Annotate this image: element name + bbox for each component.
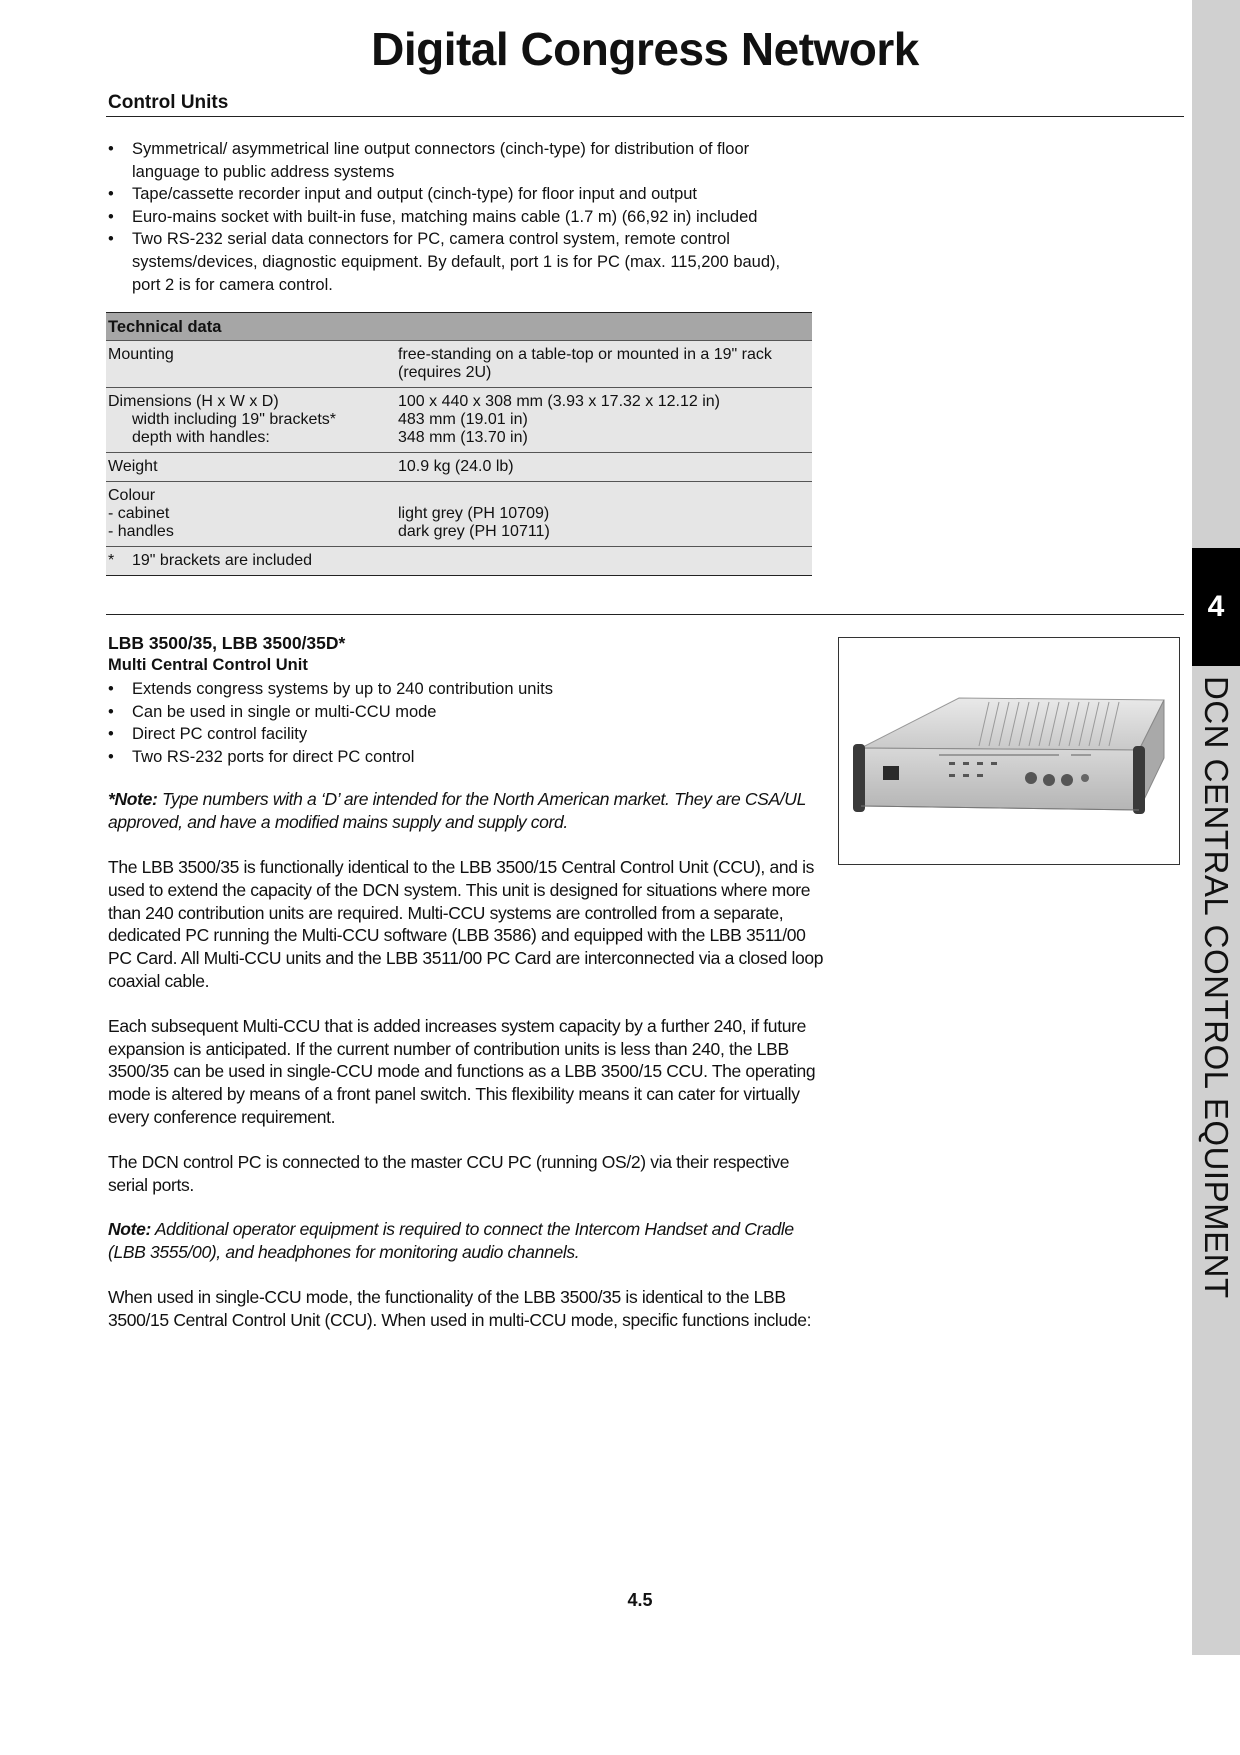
list-item: • Euro-mains socket with built-in fuse, matching mains cable (1.7 m) (66,92 in) included [108,206,808,229]
label-line: - handles [108,523,174,540]
intro-bullet-list [108,138,808,296]
na-market-note [108,788,828,834]
table-row-weight [106,453,812,482]
paragraph: The DCN control PC is connected to the master CCU PC (running OS/2) via their respective serial ports. [108,1151,790,1195]
row-value: 10.9 kg (24.0 lb) [398,458,514,475]
product-title: LBB 3500/35, LBB 3500/35D* [108,633,346,653]
value-line: 483 mm (19.01 in) [398,411,528,428]
row-label: Weight [108,458,158,475]
section-rule [106,116,1184,117]
product-bullet-list [108,678,828,768]
footnote-mark: * [108,552,115,569]
table-row-colour [106,482,812,547]
list-item: • Direct PC control facility [108,723,828,746]
technical-data-table [106,312,812,576]
page-title: Digital Congress Network [371,23,919,75]
note-text: Additional operator equipment is required to connect the Intercom Handset and Cradle (LBB 3555/00), and headphones for monitoring audio channels. [108,1219,794,1263]
row-value [398,393,810,447]
page-number: 4.5 [627,1590,653,1610]
paragraph: When used in single-CCU mode, the functionality of the LBB 3500/35 is identical to the LBB 3500/15 Central Control Unit (CCU). When used in multi-CCU mode, specific functions include: [108,1286,812,1330]
table-footnote [106,547,812,576]
label-line: - cabinet [108,505,170,522]
product-subtitle: Multi Central Control Unit [108,656,308,674]
value-line [398,487,810,505]
label-line: Dimensions (H x W x D) [108,393,279,410]
label-line: Colour [108,487,156,504]
product-rule [106,614,1184,615]
value-line: light grey (PH 10709) [398,505,550,522]
paragraph: Each subsequent Multi-CCU that is added increases system capacity by a further 240, if future expansion is anticipated. If the current number of contribution units is less than 240, the LBB 3500/35 can be used in single-CCU mode and functions as a LBB 3500/15 CCU. The operating mode is altered by means of a front panel switch. This flexibility means it can cater for virtually every conference requirement. [108,1015,816,1127]
row-value [398,346,810,382]
operator-equipment-note [108,1218,828,1264]
row-label: Mounting [108,346,174,363]
note-label: *Note: [108,789,158,810]
footnote-text: 19" brackets are included [132,552,313,569]
ccu-unit-illustration [839,638,1179,864]
list-item: • Tape/cassette recorder input and output (cinch-type) for floor input and output [108,183,808,206]
value-line: dark grey (PH 10711) [398,523,550,540]
label-line: depth with handles: [132,429,270,446]
row-label [108,487,398,541]
value-line: 100 x 440 x 308 mm (3.93 x 17.32 x 12.12 in) [398,393,720,410]
label-line: width including 19" brackets* [132,411,337,428]
value-line: (requires 2U) [398,364,492,381]
table-row-dimensions [106,388,812,453]
chapter-title-vertical: DCN CENTRAL CONTROL EQUIPMENT [1198,676,1235,1299]
product-section [108,632,828,1332]
table-heading: Technical data [106,312,812,341]
paragraph: The LBB 3500/35 is functionally identical to the LBB 3500/15 Central Control Unit (CCU), and is used to extend the capacity of the DCN system. This unit is designed for situations where more than 240 contribution units are required. Multi-CCU systems are controlled from a separate, dedicated PC running the Multi-CCU software (LBB 3586) and equipped with the LBB 3511/00 PC Card. All Multi-CCU units and the LBB 3511/00 PC Card are interconnected via a closed loop coaxial cable. [108,856,824,991]
table-row-mounting [106,341,812,388]
note-text: Type numbers with a ‘D’ are intended for the North American market. They are CSA/UL approved, and have a modified mains supply and supply cord. [108,789,806,833]
note-label: Note: [108,1219,151,1240]
value-line: 348 mm (13.70 in) [398,429,528,446]
list-item: • Extends congress systems by up to 240 contribution units [108,678,828,701]
row-label [108,393,398,447]
row-value [398,487,810,541]
list-item: • Can be used in single or multi-CCU mode [108,701,828,724]
value-line: free-standing on a table-top or mounted in a 19" rack [398,346,772,363]
chapter-tab: 4 [1192,548,1240,666]
list-item: • Two RS-232 serial data connectors for PC, camera control system, remote control systems/devices, diagnostic equipment. By default, port 1 is for PC (max. 115,200 baud), port 2 is for camera control. [108,228,808,296]
list-item: • Symmetrical/ asymmetrical line output connectors (cinch-type) for distribution of floor language to public address systems [108,138,808,183]
product-photo [838,637,1180,865]
section-heading: Control Units [108,92,229,113]
list-item: • Two RS-232 ports for direct PC control [108,746,828,769]
